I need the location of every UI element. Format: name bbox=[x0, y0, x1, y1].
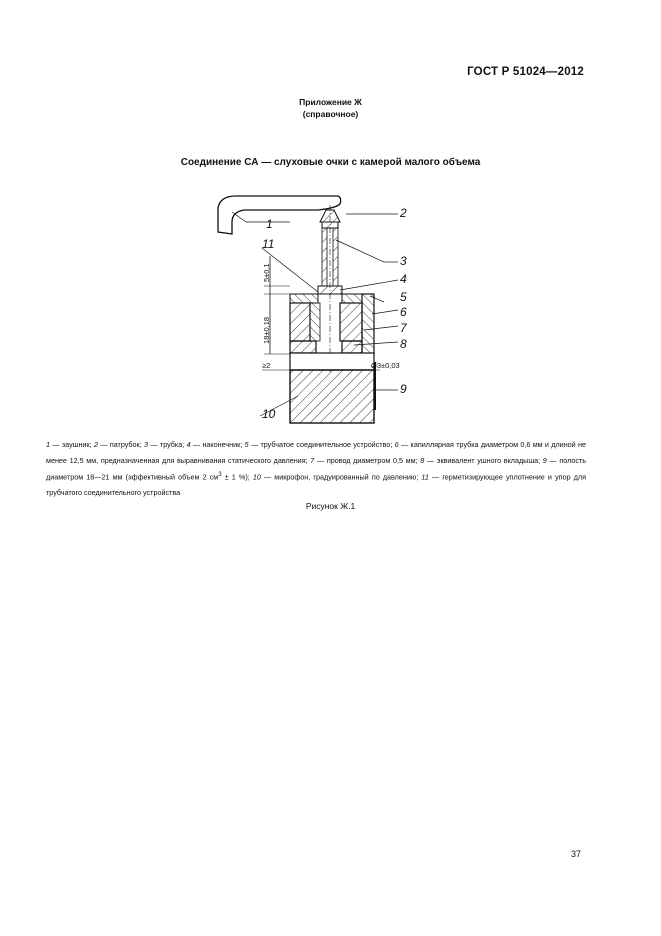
label-8: 8 bbox=[400, 337, 407, 351]
caption-text-9: — полость диаметром 18—21 мм (эффективный объем 2 см bbox=[46, 455, 586, 482]
label-10: 10 bbox=[262, 407, 276, 421]
caption-superscript: 3 bbox=[218, 472, 222, 478]
coupler-right-wall bbox=[340, 303, 362, 341]
microphone bbox=[290, 370, 374, 423]
label-7: 7 bbox=[400, 321, 407, 335]
label-6: 6 bbox=[400, 305, 407, 319]
coupler-left-wall bbox=[290, 303, 310, 341]
figure-caption bbox=[46, 437, 586, 500]
caption-num-3: 3 bbox=[144, 440, 149, 449]
tube-wall-right bbox=[333, 228, 338, 286]
figure-label: Рисунок Ж.1 bbox=[305, 501, 356, 511]
standard-number: ГОСТ Р 51024—2012 bbox=[467, 66, 584, 78]
label-2: 2 bbox=[400, 206, 407, 220]
caption-num-1: 1 bbox=[46, 440, 50, 449]
caption-text-10: — микрофон, градуированный по давлению; bbox=[260, 472, 422, 482]
label-9: 9 bbox=[400, 382, 407, 396]
caption-text-1: — заушник; bbox=[50, 440, 94, 449]
ear-insert-step bbox=[290, 341, 362, 353]
tube-wall-left bbox=[322, 228, 327, 286]
dim-diameter: Ø3±0,03 bbox=[371, 361, 400, 370]
dim-18: 18±0,18 bbox=[262, 316, 271, 344]
figure-title: Соединение СА — слуховые очки с камерой малого объема bbox=[180, 157, 481, 168]
caption-text-2: — патрубок; bbox=[97, 440, 145, 449]
label-4: 4 bbox=[400, 272, 407, 286]
label-11: 11 bbox=[262, 237, 275, 251]
caption-num-5: 5 bbox=[244, 440, 249, 449]
caption-num-6: 6 bbox=[394, 440, 399, 449]
caption-num-2: 2 bbox=[93, 440, 98, 449]
caption-num-4: 4 bbox=[186, 440, 191, 449]
caption-num-9: 9 bbox=[542, 455, 547, 465]
caption-num-10: 10 bbox=[252, 472, 261, 482]
caption-text-11: — герметизирующее уплотнение и упор для трубчатого соединительного устройства bbox=[46, 472, 586, 497]
caption-num-11: 11 bbox=[421, 472, 429, 482]
caption-text-5: — трубчатое соединительное устройство; bbox=[248, 440, 395, 449]
caption-text-8: — эквивалент ушного вкладыша; bbox=[424, 455, 543, 465]
tip-part bbox=[318, 286, 342, 294]
caption-text-9b: ± 1 %); bbox=[221, 472, 253, 482]
annex-title: Приложение Ж bbox=[299, 97, 362, 107]
cavity bbox=[290, 353, 374, 370]
dim-5: 5±0,1 bbox=[262, 263, 271, 282]
coupler-top-left bbox=[290, 294, 318, 303]
caption-text-6: — капиллярная трубка диаметром 0,6 мм и длиной не менее 12,5 мм, предназначенная для выравнивания статического давления; bbox=[46, 440, 586, 465]
dim-min-2: ≥2 bbox=[262, 361, 271, 370]
label-5: 5 bbox=[400, 290, 407, 304]
annex-subtitle: (справочное) bbox=[302, 109, 359, 119]
outer-sleeve bbox=[362, 294, 374, 354]
coupler-top-right bbox=[342, 294, 362, 303]
coupler-inner-left bbox=[310, 303, 320, 341]
label-1: 1 bbox=[266, 217, 273, 231]
caption-num-7: 7 bbox=[310, 455, 315, 465]
caption-text-7: — провод диаметром 0,5 мм; bbox=[314, 455, 421, 465]
caption-num-8: 8 bbox=[420, 455, 425, 465]
caption-text-3: — трубка; bbox=[148, 440, 187, 449]
label-3: 3 bbox=[400, 254, 407, 268]
caption-text-4: — наконечник; bbox=[190, 440, 245, 449]
page-number: 37 bbox=[570, 849, 581, 859]
